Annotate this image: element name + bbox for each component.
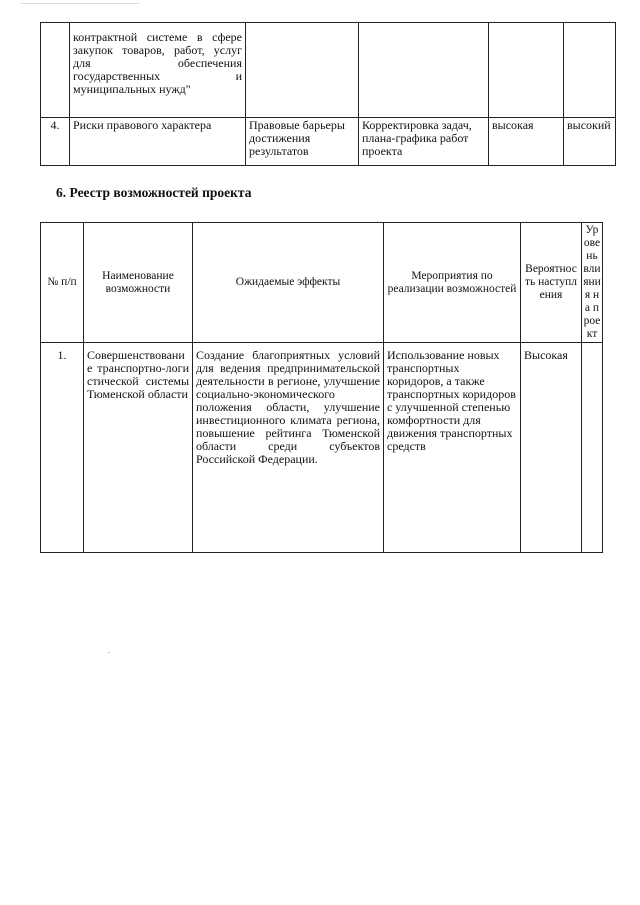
header-name: Наименование возможности bbox=[84, 223, 193, 343]
scan-edge-mark bbox=[20, 0, 140, 4]
risk-probability: высокая bbox=[489, 118, 564, 166]
scan-speck bbox=[108, 652, 110, 653]
cell-num bbox=[41, 23, 70, 118]
opportunity-name: Совершенствование транспортно-логистической системы Тюменской области bbox=[84, 343, 193, 553]
risk-table bbox=[40, 22, 616, 166]
table-row bbox=[41, 23, 616, 118]
opportunity-impact bbox=[582, 343, 603, 553]
opportunity-table bbox=[40, 222, 603, 553]
risk-cause: Правовые барьеры достижения результатов bbox=[246, 118, 359, 166]
opportunity-num: 1. bbox=[41, 343, 84, 553]
risk-num: 4. bbox=[41, 118, 70, 166]
header-probability: Вероятность наступления bbox=[521, 223, 582, 343]
cell-probability bbox=[489, 23, 564, 118]
header-effects: Ожидаемые эффекты bbox=[193, 223, 384, 343]
risk-measure: Корректировка задач, плана-графика работ проекта bbox=[359, 118, 489, 166]
opportunity-effects: Создание благоприятных условий для ведения предпринимательской деятельности в регионе, улучшение социально-экономического положения области, улучшение инвестиционного климата региона, повышение рейтинга Тюменской области среди субъектов Российской Федерации. bbox=[193, 343, 384, 553]
cell-cause bbox=[246, 23, 359, 118]
risk-name-continued: контрактной системе в сфере закупок товаров, работ, услуг для обеспечения государственных и муниципальных нужд" bbox=[70, 23, 246, 118]
cell-measure bbox=[359, 23, 489, 118]
table-header-row bbox=[41, 223, 603, 343]
risk-impact: высокий bbox=[564, 118, 616, 166]
opportunity-measures: Использование новых транспортных коридоров, а также транспортных коридоров с улучшенной степенью комфортности для движения транспортных средств bbox=[384, 343, 521, 553]
table-row bbox=[41, 118, 616, 166]
header-impact: Уровень влияния на проект bbox=[582, 223, 603, 343]
risk-name: Риски правового характера bbox=[70, 118, 246, 166]
opportunity-probability: Высокая bbox=[521, 343, 582, 553]
table-row bbox=[41, 343, 603, 553]
header-num: № п/п bbox=[41, 223, 84, 343]
section-title: 6. Реестр возможностей проекта bbox=[56, 185, 252, 200]
cell-impact bbox=[564, 23, 616, 118]
header-measures: Мероприятия по реализации возможностей bbox=[384, 223, 521, 343]
